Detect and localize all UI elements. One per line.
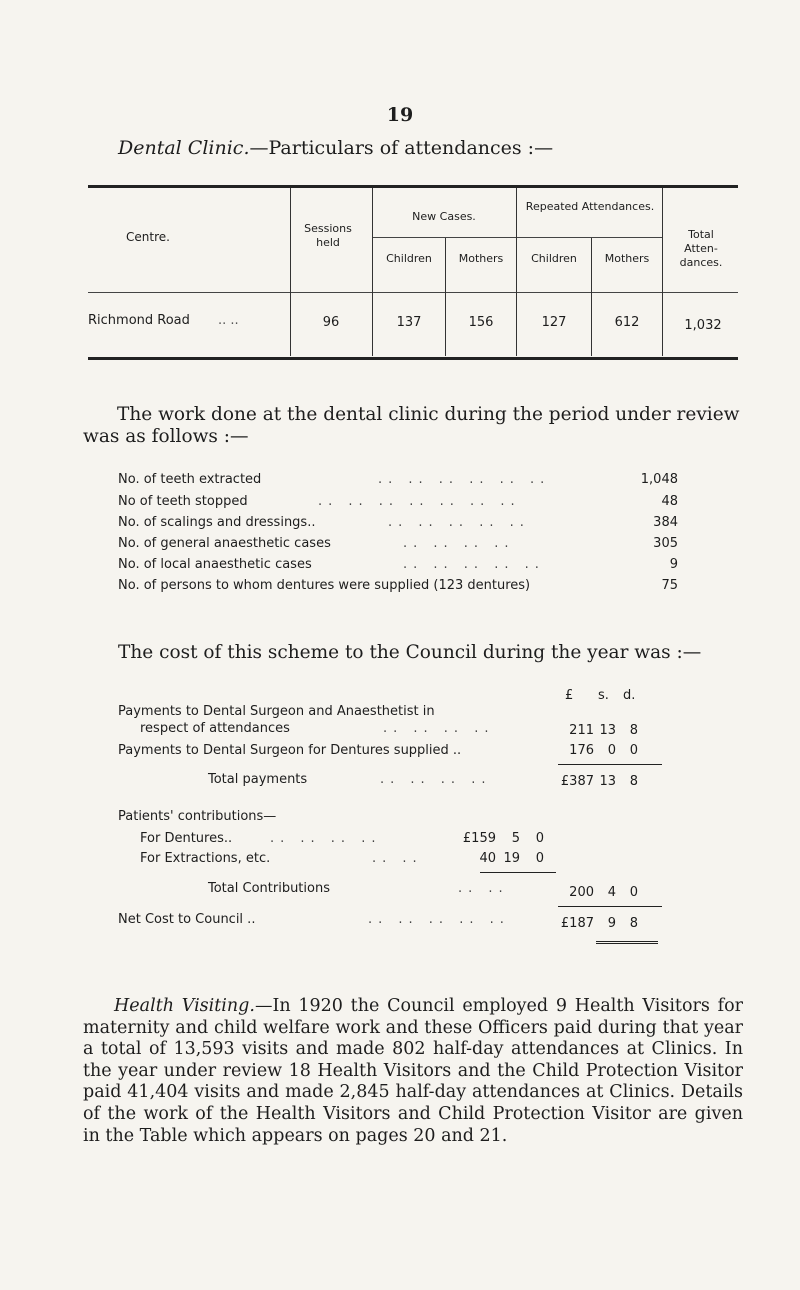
header-new-cases: New Cases. <box>412 210 476 223</box>
pay1-line2: respect of attendances <box>140 721 290 736</box>
row-rep-children: 127 <box>541 315 567 330</box>
pay1-line1: Payments to Dental Surgeon and Anaesthetist in <box>118 704 435 719</box>
dentures-shillings: 5 <box>511 831 520 846</box>
row-new-children: 137 <box>396 315 422 330</box>
pay1-pence: 8 <box>629 723 638 738</box>
sum-rule <box>480 872 556 873</box>
row-total: 1,032 <box>684 318 722 333</box>
row-rep-mothers: 612 <box>614 315 640 330</box>
list-item <box>118 557 678 577</box>
net-pence: 8 <box>629 916 638 931</box>
extractions-pounds: 40 <box>479 851 496 866</box>
dentures-label: For Dentures.. <box>140 831 233 846</box>
sum-rule <box>558 764 662 765</box>
list-item <box>118 472 678 492</box>
leader-dots: .. .. .. .. .. .. .. <box>318 494 521 509</box>
list-item-value: 48 <box>661 494 678 509</box>
cost-account <box>118 688 678 968</box>
col-pence: d. <box>623 688 636 703</box>
page-heading <box>118 137 553 159</box>
row-centre: Richmond Road <box>88 313 190 328</box>
list-item-label: No. of persons to whom dentures were supplied (123 dentures) <box>118 578 531 593</box>
col-divider <box>516 188 517 356</box>
work-list <box>118 472 678 598</box>
total-contrib-pence: 0 <box>629 885 638 900</box>
pay2-label: Payments to Dental Surgeon for Dentures supplied .. <box>118 743 462 758</box>
list-item <box>118 536 678 556</box>
list-item <box>118 494 678 514</box>
col-divider <box>662 188 663 356</box>
total-payments-pounds: £387 <box>560 774 594 789</box>
list-item-value: 1,048 <box>640 472 678 487</box>
net-label: Net Cost to Council .. <box>118 912 256 927</box>
total-payments-pence: 8 <box>629 774 638 789</box>
row-new-mothers: 156 <box>468 315 494 330</box>
leader-dots: .. .. .. .. .. <box>368 912 510 927</box>
page-number: 19 <box>386 104 414 126</box>
leader-dots: .. .. <box>372 851 423 866</box>
pay1-shillings: 13 <box>599 723 616 738</box>
leader-dots: .. .. .. .. .. <box>388 515 530 530</box>
extractions-shillings: 19 <box>503 851 520 866</box>
col-divider <box>591 238 592 356</box>
dentures-pence: 0 <box>535 831 544 846</box>
header-centre: Centre. <box>126 230 170 244</box>
leader-dots: .. .. .. .. <box>270 831 382 846</box>
leader-dots: .. .. .. .. <box>383 721 495 736</box>
pay2-shillings: 0 <box>607 743 616 758</box>
leader-dots: .. .. <box>458 881 509 896</box>
pay2-pence: 0 <box>629 743 638 758</box>
list-item-value: 75 <box>661 578 678 593</box>
heading-rest: —Particulars of attendances :— <box>249 137 554 159</box>
dentures-pounds: £159 <box>462 831 496 846</box>
header-sessions: Sessions held <box>304 222 352 249</box>
list-item <box>118 515 678 535</box>
total-contrib-pounds: 200 <box>569 885 594 900</box>
extractions-pence: 0 <box>535 851 544 866</box>
final-double-rule <box>596 941 658 944</box>
work-intro: The work done at the dental clinic during the period under review was as follows :— <box>83 404 740 447</box>
list-item-value: 305 <box>653 536 678 551</box>
col-shillings: s. <box>598 688 609 703</box>
health-text: —In 1920 the Council employed 9 Health Visitors for maternity and child welfare work and these Officers paid during that year a total of 13,593 visits and made 802 half-day attendances at Clinics. In the year under review 18 Health Visitors and the Child Protection Visitor paid 41,404 visits and made 2,845 half-day attendances at Clinics. Details of the work of the Health Visitors and Child Protection Visitor are given in the Table which appears on pages 20 and 21. <box>83 996 743 1146</box>
header-new-mothers: Mothers <box>458 252 504 265</box>
heading-title: Dental Clinic. <box>118 137 250 159</box>
row-sessions: 96 <box>322 315 340 330</box>
table-header-rule <box>88 292 738 293</box>
list-item <box>118 578 678 598</box>
list-item-value: 9 <box>669 557 678 572</box>
col-divider <box>290 188 291 356</box>
table-top-rule <box>88 185 738 188</box>
table-bottom-rule <box>88 357 738 360</box>
header-rep-mothers: Mothers <box>604 252 650 265</box>
header-new-children: Children <box>386 252 432 265</box>
total-contrib-shillings: 4 <box>607 885 616 900</box>
pay2-pounds: 176 <box>569 743 594 758</box>
header-repeated: Repeated Attendances. <box>525 200 655 213</box>
cost-heading: The cost of this scheme to the Council during the year was :— <box>118 642 702 663</box>
list-item-label: No. of general anaesthetic cases <box>118 536 331 551</box>
leader-dots: .. .. .. .. <box>403 536 515 551</box>
list-item-label: No of teeth stopped <box>118 494 248 509</box>
net-pounds: £187 <box>560 916 594 931</box>
health-visiting-paragraph <box>83 996 743 1147</box>
header-rep-children: Children <box>531 252 577 265</box>
pay1-pounds: 211 <box>569 723 594 738</box>
col-divider <box>372 188 373 356</box>
list-item-value: 384 <box>653 515 678 530</box>
sum-rule <box>558 906 662 907</box>
header-total: Total Atten-dances. <box>679 228 723 269</box>
col-pounds: £ <box>565 688 574 703</box>
table-subheader-rule <box>372 237 662 238</box>
health-title: Health Visiting. <box>114 996 255 1016</box>
contrib-heading: Patients' contributions— <box>118 809 277 824</box>
leader-dots: .. .. .. .. .. <box>403 557 545 572</box>
leader-dots: .. .. .. .. <box>380 772 492 787</box>
row-leader-dots: .. .. <box>218 313 239 328</box>
list-item-label: No. of local anaesthetic cases <box>118 557 312 572</box>
list-item-label: No. of teeth extracted <box>118 472 262 487</box>
net-shillings: 9 <box>607 916 616 931</box>
total-payments-shillings: 13 <box>599 774 616 789</box>
list-item-label: No. of scalings and dressings.. <box>118 515 316 530</box>
total-payments-label: Total payments <box>208 772 308 787</box>
leader-dots: .. .. .. .. .. .. <box>378 472 551 487</box>
extractions-label: For Extractions, etc. <box>140 851 271 866</box>
total-contrib-label: Total Contributions <box>208 881 330 896</box>
